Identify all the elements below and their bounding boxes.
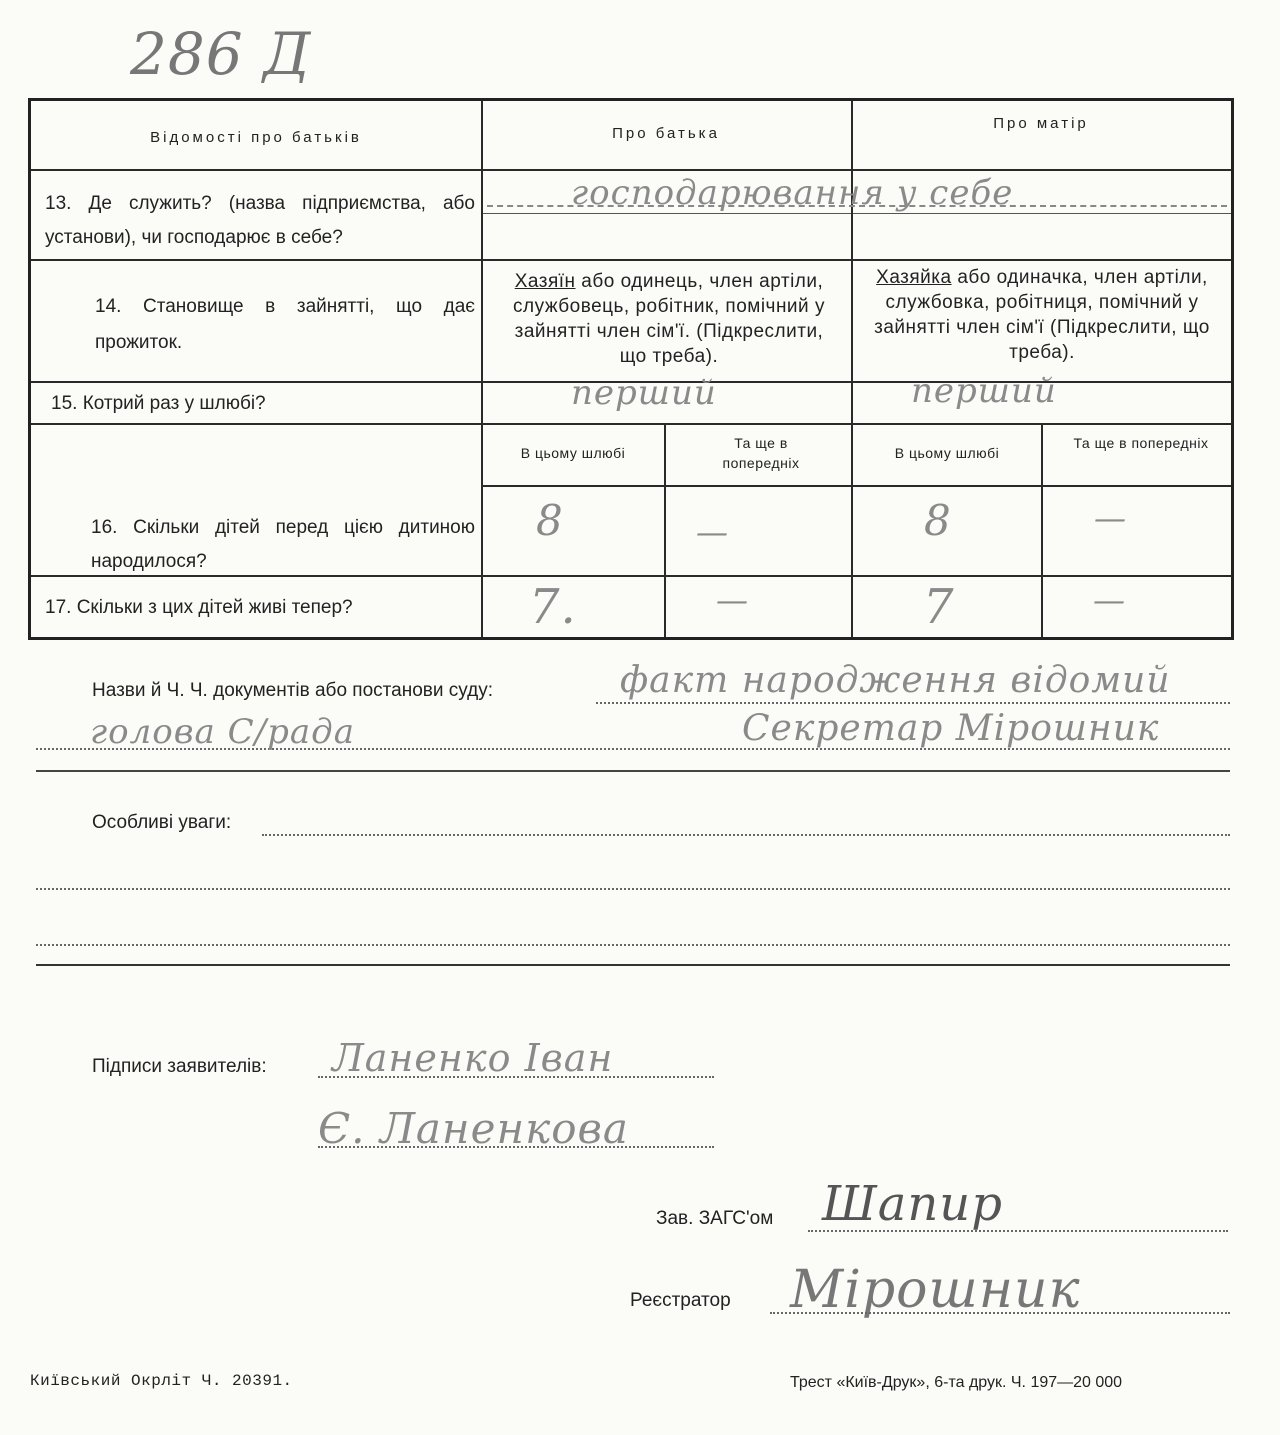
mother-sub-previous: Та ще в попередніх [1073,435,1209,451]
header-mother: Про матір [993,115,1089,132]
father-options-text: або одинець, член артіли, службовець, робітник, помічний у зайнятті член сім'ї. (Підкреслити, що треба). [513,271,825,367]
question-13: 13. Де служить? (назва підприємства, або установи), чи господарює в себе? [45,193,475,248]
father-sub-previous: Та ще в попередніх [722,435,800,471]
documents-handwritten-line2b: Секретар Мірошник [742,708,1160,749]
mother-options-text: або одиначка, член артіли, службовка, робітниця, помічний у зайнятті член сім'ї (Підкреслити, що треба). [874,267,1210,363]
father-children-this: 8 [536,496,564,545]
documents-handwritten-line2a: голова С/рада [90,712,355,752]
header-parents-info: Відомості про батьків [150,129,362,146]
father-marriage-count: перший [571,373,717,413]
registrar-signature: Мірошник [790,1260,1081,1320]
mother-marriage-count: перший [911,371,1057,411]
question-15: 15. Котрий раз у шлюбі? [51,393,266,414]
question-17: 17. Скільки з цих дітей живі тепер? [45,597,353,618]
mother-children-this: 8 [924,496,952,545]
footer-right: Трест «Київ-Друк», 6-та друк. Ч. 197—20 000 [790,1374,1123,1391]
mother-occupation-options [867,265,1217,365]
father-children-prev: — [696,513,729,551]
answer-13-handwritten: господарювання у себе [571,173,1014,213]
father-children-alive-prev: — [716,581,749,619]
documents-handwritten-line1: факт народження відомий [620,660,1171,701]
zags-head-label: Зав. ЗАГС'ом [656,1208,774,1229]
mother-children-alive: 7 [923,579,955,635]
applicant-signature-2: Є. Ланенкова [318,1104,629,1153]
father-sub-this-marriage: В цьому шлюбі [520,445,626,461]
documents-label: Назви й Ч. Ч. документів або постанови суду: [92,680,493,701]
applicant-signature-1: Ланенко Іван [332,1036,614,1080]
question-14: 14. Становище в зайнятті, що дає прожиток. [95,296,475,353]
mother-owner-underlined: Хазяйка [876,267,952,288]
footer-left: Київський Окрліт Ч. 20391. [30,1372,293,1390]
father-owner-underlined: Хазяїн [514,271,576,292]
father-occupation-options [501,269,837,369]
registrar-label: Реєстратор [630,1290,731,1311]
mother-children-prev: — [1094,499,1127,537]
archive-number-note: 286 Д [130,20,312,88]
notes-label: Особливі уваги: [92,812,232,833]
mother-children-alive-prev: — [1093,581,1126,619]
question-16: 16. Скільки дітей перед цією дитиною народилося? [91,517,475,572]
zags-head-signature: Шапир [822,1176,1003,1232]
parents-info-table [28,98,1234,640]
father-children-alive: 7. [529,579,577,635]
signatures-label: Підписи заявителів: [92,1056,267,1077]
mother-sub-this-marriage: В цьому шлюбі [894,445,1000,461]
header-father: Про батька [612,125,720,142]
